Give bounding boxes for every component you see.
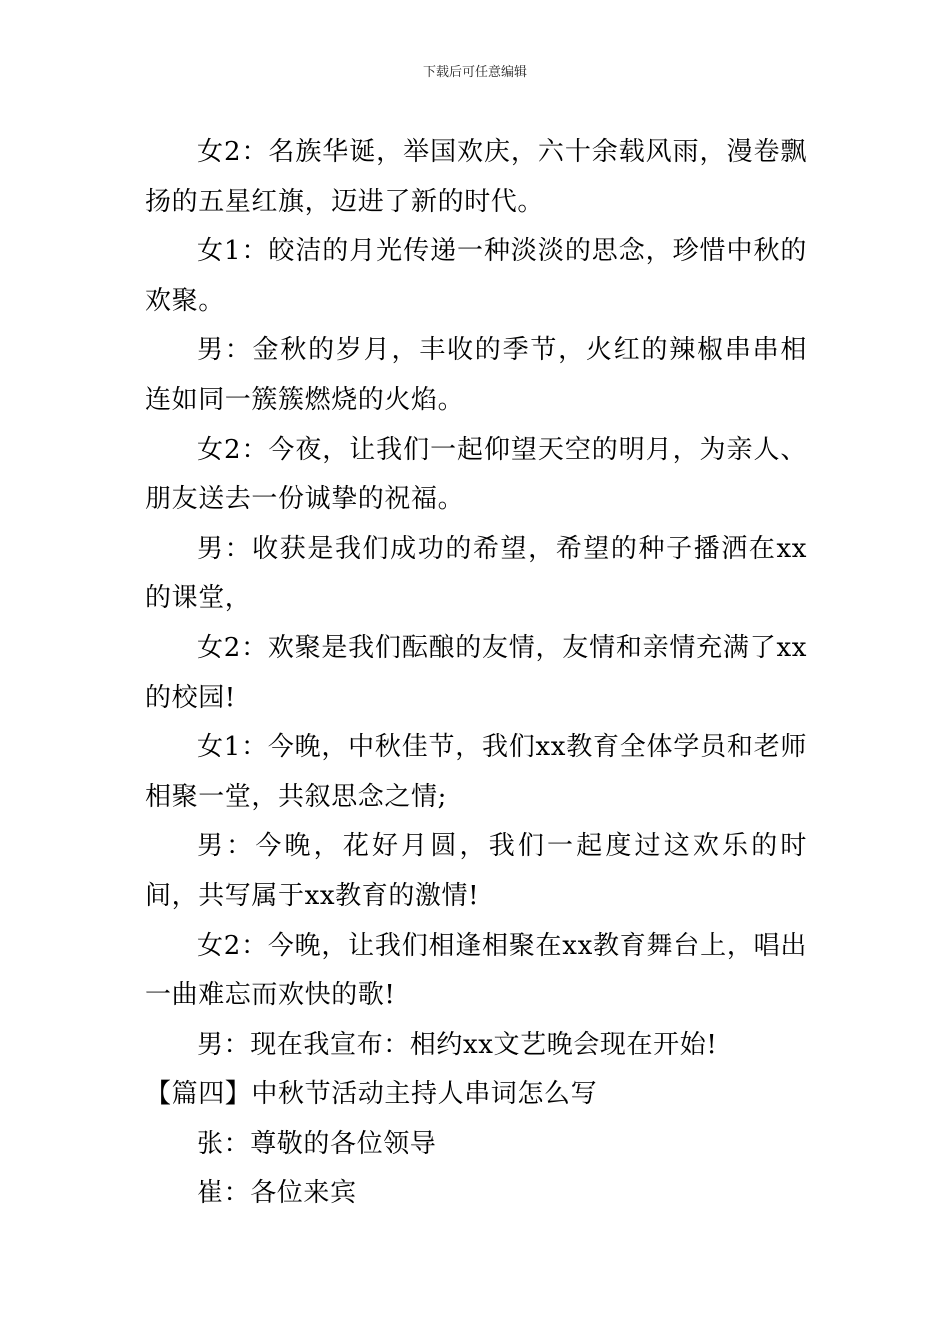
paragraph: 女1：皎洁的月光传递一种淡淡的思念，珍惜中秋的欢聚。 — [145, 236, 807, 316]
paragraph: 崔：各位来宾 — [197, 1178, 357, 1209]
paragraph: 男：现在我宣布：相约xx文艺晚会现在开始! — [197, 1029, 718, 1060]
paragraph: 女2：今夜，让我们一起仰望天空的明月，为亲人、朋友送去一份诚挚的祝福。 — [145, 434, 807, 515]
paragraph: 张：尊敬的各位领导 — [197, 1128, 437, 1159]
paragraph: 女2：今晚，让我们相逢相聚在xx教育舞台上，唱出一曲难忘而欢快的歌! — [145, 930, 807, 1011]
paragraph: 男：收获是我们成功的希望，希望的种子播洒在xx的课堂， — [145, 533, 807, 614]
paragraph: 女2：欢聚是我们酝酿的友情，友情和亲情充满了xx的校园! — [145, 632, 807, 713]
paragraph: 男：金秋的岁月，丰收的季节，火红的辣椒串串相连如同一簇簇燃烧的火焰。 — [145, 335, 807, 415]
paragraph: 男：今晚，花好月圆，我们一起度过这欢乐的时间，共写属于xx教育的激情! — [145, 831, 807, 911]
page-header: 下载后可任意编辑 — [422, 65, 527, 80]
paragraph: 女1：今晚，中秋佳节，我们xx教育全体学员和老师相聚一堂，共叙思念之情; — [145, 732, 807, 812]
paragraph: 女2：名族华诞，举国欢庆，六十余载风雨，漫卷飘扬的五星红旗，迈进了新的时代。 — [145, 137, 807, 217]
document-body — [145, 128, 807, 1219]
section-heading: 【篇四】中秋节活动主持人串词怎么写 — [145, 1079, 598, 1110]
